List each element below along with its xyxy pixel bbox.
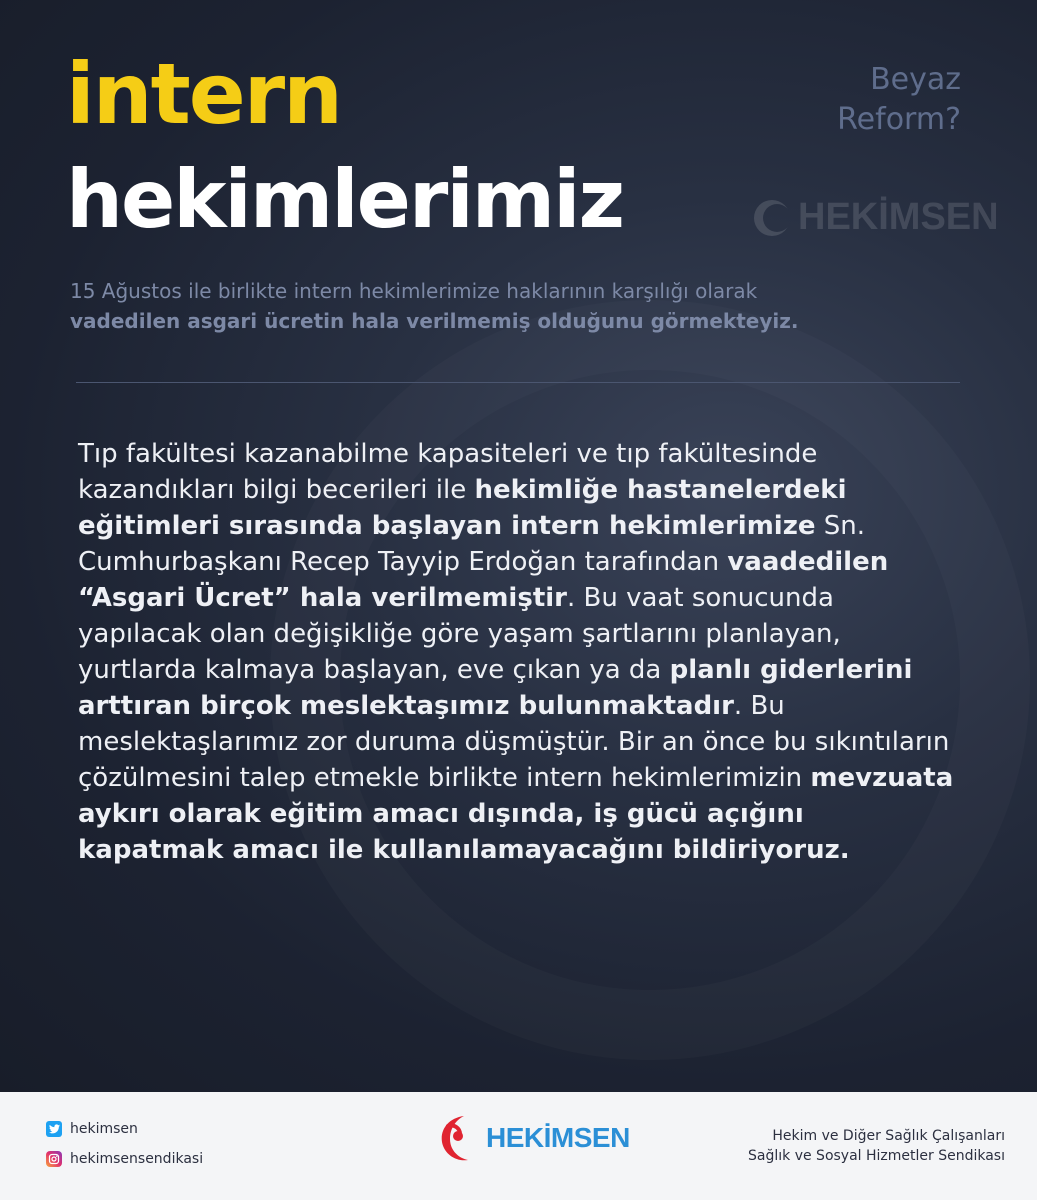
footer bbox=[0, 1092, 1037, 1200]
body-bold-2: vaadedilen “Asgari Ücret” hala verilmemiştir bbox=[78, 547, 889, 613]
body-paragraph bbox=[78, 436, 958, 868]
twitter-handle: hekimsen bbox=[70, 1121, 138, 1137]
body-text-2: Sn. Cumhurbaşkanı Recep Tayyip Erdoğan tarafından bbox=[78, 511, 865, 577]
body-bold-1: hekimliğe hastanelerdeki eğitimleri sırasında başlayan intern hekimlerimize bbox=[78, 475, 847, 541]
crescent-emblem-icon bbox=[438, 1112, 484, 1164]
social-links bbox=[46, 1116, 203, 1176]
tagline-line-1: Beyaz bbox=[870, 62, 961, 97]
twitter-icon bbox=[46, 1121, 62, 1137]
body-text-4: . Bu meslektaşlarımız zor duruma düşmüştür. Bir an önce bu sıkıntıların çözülmesini talep etmekle birlikte intern hekimlerimizin bbox=[78, 691, 950, 793]
headline-line-1: intern bbox=[66, 45, 341, 143]
body-bold-3: planlı giderlerini arttıran birçok meslektaşımız bulunmaktadır bbox=[78, 655, 913, 721]
hekimsen-logo bbox=[438, 1112, 630, 1164]
instagram-icon bbox=[46, 1151, 62, 1167]
tagline-line-2: Reform? bbox=[837, 102, 961, 137]
instagram-handle: hekimsensendikasi bbox=[70, 1151, 204, 1167]
body-text-3: . Bu vaat sonucunda yapılacak olan değişikliğe göre yaşam şartlarını planlayan, yurtlarda kalmaya başlayan, eve çıkan ya da bbox=[78, 583, 841, 685]
body-text-1: Tıp fakültesi kazanabilme kapasiteleri ve tıp fakültesinde kazandıkları bilgi becerileri ile bbox=[78, 439, 818, 505]
org-line-1: Hekim ve Diğer Sağlık Çalışanları bbox=[772, 1128, 1005, 1144]
organization-name bbox=[748, 1126, 1005, 1166]
subtitle-bold: vadedilen asgari ücretin hala verilmemiş olduğunu görmekteyiz. bbox=[70, 309, 799, 333]
hekimsen-logo-icon bbox=[752, 198, 792, 238]
tagline bbox=[837, 60, 961, 140]
instagram-link[interactable] bbox=[46, 1146, 203, 1172]
hekimsen-watermark bbox=[752, 196, 999, 239]
headline-line-2: hekimlerimiz bbox=[66, 153, 624, 246]
subtitle bbox=[70, 276, 970, 336]
twitter-link[interactable] bbox=[46, 1116, 203, 1142]
body-bold-4: mevzuata aykırı olarak eğitim amacı dışında, iş gücü açığını kapatmak amacı ile kullanılamayacağını bildiriyoruz. bbox=[78, 763, 954, 865]
org-line-2: Sağlık ve Sosyal Hizmetler Sendikası bbox=[748, 1148, 1005, 1164]
logo-text: HEKİMSEN bbox=[486, 1122, 630, 1153]
watermark-text: HEKİMSEN bbox=[798, 196, 999, 238]
subtitle-regular: 15 Ağustos ile birlikte intern hekimlerimize haklarının karşılığı olarak bbox=[70, 279, 758, 303]
divider bbox=[76, 382, 960, 383]
